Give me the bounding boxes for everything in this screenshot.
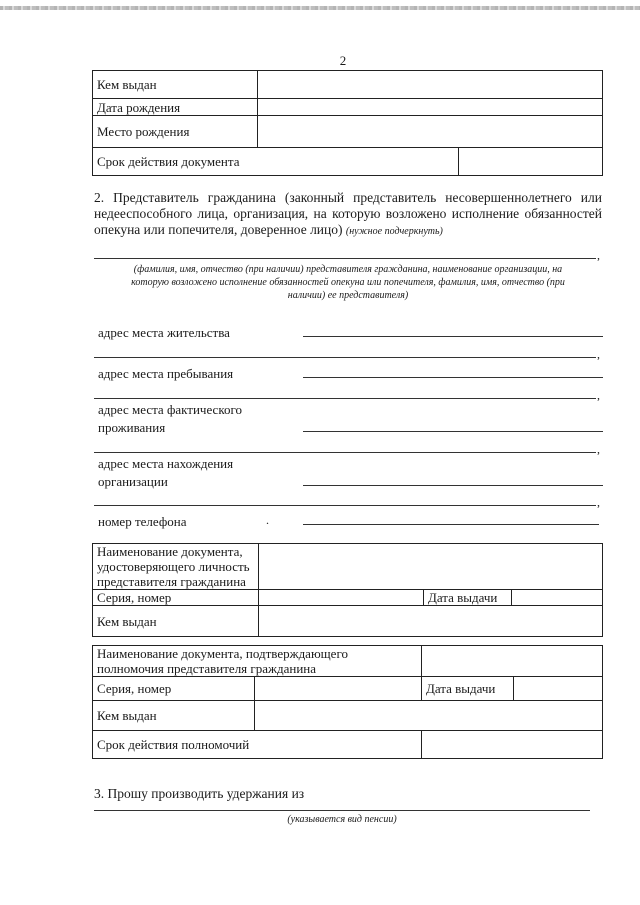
birth-date-label: Дата рождения	[93, 99, 258, 116]
dot-mark: .	[266, 513, 269, 527]
actual-address-label	[98, 402, 242, 436]
org-address-line-2[interactable]	[94, 505, 596, 506]
id-issued-by-label: Кем выдан	[93, 606, 259, 637]
authority-issued-by-label: Кем выдан	[93, 701, 255, 731]
stay-address-label: адрес места пребывания	[98, 366, 234, 381]
id-issue-date-label: Дата выдачи	[424, 590, 512, 606]
id-doc-label-line-2: удостоверяющего личность	[97, 559, 250, 574]
comma-mark: ,	[597, 347, 600, 361]
authority-doc-field[interactable]	[422, 646, 603, 677]
id-issued-by-field[interactable]	[259, 606, 603, 637]
pension-type-line[interactable]	[94, 810, 590, 811]
authority-issue-date-label: Дата выдачи	[422, 677, 514, 701]
org-address-label-line-2: организации	[98, 474, 168, 489]
issued-by-label: Кем выдан	[93, 71, 258, 99]
scan-artifact	[0, 6, 640, 10]
id-doc-label	[93, 544, 259, 590]
authority-issue-date-field[interactable]	[514, 677, 603, 701]
authority-issued-by-field[interactable]	[255, 701, 603, 731]
section-3-text: 3. Прошу производить удержания из	[94, 786, 305, 801]
id-issue-date-field[interactable]	[512, 590, 603, 606]
birth-place-label: Место рождения	[93, 116, 258, 148]
issued-by-field[interactable]	[258, 71, 603, 99]
org-address-label-line-1: адрес места нахождения	[98, 456, 234, 471]
actual-address-label-line-1: адрес места фактического	[98, 402, 242, 417]
caption-line-3: наличии) ее представителя)	[287, 290, 409, 301]
actual-address-line[interactable]	[303, 431, 603, 432]
authority-validity-label: Срок действия полномочий	[93, 731, 422, 759]
authority-doc-table	[92, 645, 603, 759]
caption-line-1: (фамилия, имя, отчество (при наличии) представителя гражданина, наименование организации, на	[133, 264, 563, 275]
caption-line-2: которую возложено исполнение обязанностей опекуна или попечителя, фамилия, имя, отчество (при	[131, 277, 565, 288]
org-address-line[interactable]	[303, 485, 603, 486]
residence-address-label: адрес места жительства	[98, 325, 230, 340]
id-doc-label-line-1: Наименование документа,	[97, 544, 243, 559]
org-address-label	[98, 456, 233, 490]
authority-validity-field[interactable]	[422, 731, 603, 759]
section-2-body: 2. Представитель гражданина (законный представитель несовершеннолетнего или недееспособного лица, организация, на которую возложено исполнение обязанностей опекуна или попечителя, доверенное лицо)	[94, 190, 602, 237]
id-doc-label-line-3: представителя гражданина	[97, 574, 246, 589]
authority-doc-label	[93, 646, 422, 677]
comma-mark: ,	[597, 442, 600, 456]
actual-address-line-2[interactable]	[94, 452, 596, 453]
authority-series-label: Серия, номер	[93, 677, 255, 701]
authority-series-field[interactable]	[255, 677, 422, 701]
authority-doc-label-line-2: полномочия представителя гражданина	[97, 661, 317, 676]
birth-date-field[interactable]	[258, 99, 603, 116]
id-doc-field[interactable]	[259, 544, 603, 590]
pension-type-caption: (указывается вид пенсии)	[287, 814, 397, 825]
residence-address-line-2[interactable]	[94, 357, 596, 358]
stay-address-line-2[interactable]	[94, 398, 596, 399]
representative-id-table	[92, 543, 603, 637]
validity-field[interactable]	[459, 148, 603, 176]
actual-address-label-line-2: проживания	[98, 420, 166, 435]
id-series-field[interactable]	[259, 590, 424, 606]
birth-place-field[interactable]	[258, 116, 603, 148]
representative-name-line[interactable]	[94, 258, 596, 259]
phone-line[interactable]	[303, 524, 599, 525]
stay-address-line[interactable]	[303, 377, 603, 378]
page-number: 2	[339, 53, 347, 68]
section-2-text	[94, 190, 602, 240]
phone-label: номер телефона	[98, 514, 187, 529]
underline-note: (нужное подчеркнуть)	[345, 226, 443, 237]
authority-doc-label-line-1: Наименование документа, подтверждающего	[97, 646, 348, 661]
id-series-label: Серия, номер	[93, 590, 259, 606]
validity-label: Срок действия документа	[93, 148, 459, 176]
comma-mark: ,	[597, 388, 600, 402]
passport-details-table	[92, 70, 603, 176]
residence-address-line[interactable]	[303, 336, 603, 337]
comma-mark: ,	[597, 495, 600, 509]
representative-caption	[94, 263, 602, 302]
comma-mark: ,	[597, 248, 600, 262]
